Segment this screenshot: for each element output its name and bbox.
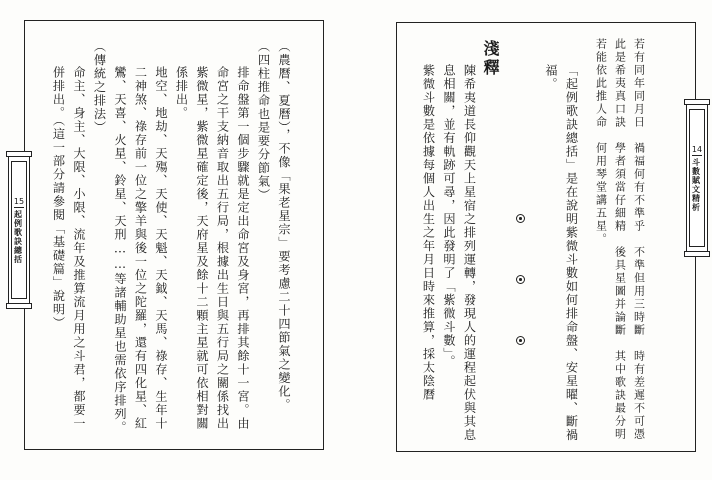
body-text xyxy=(48,40,294,440)
verse-line: 若有同年同月日 禍福何有不準乎 不準但用三時斷 時有差遲不可憑 xyxy=(632,38,646,441)
page-number: 15 xyxy=(13,196,25,206)
paragraph: 命主、身主、大限、小限、流年及推算流月用之斗君，都要一併排出。（這一部分請參閱「基礎篇」說明） xyxy=(51,66,86,431)
paragraph: （農曆、夏曆），不像「果老星宗」要考慮二十四節氣之變化。 xyxy=(277,40,291,412)
page-number: 14 xyxy=(691,144,703,154)
running-title: 斗數賦文精析 xyxy=(691,157,702,212)
ornament-icon xyxy=(516,214,525,223)
paragraph: 紫微斗數是依據每個人出生之年月日時來推算，採太陰曆 xyxy=(421,64,436,402)
paragraph: 地空、地劫、天殤、天使、天魁、天鉞、天馬、祿存、生年十二神煞、祿存前一位之擎羊與後一位之陀羅，還有四化星、紅鸞、天喜、火星、鈴星、天刑……等諸輔助星也需依序排列。 xyxy=(113,66,168,435)
section-heading: 淺釋 xyxy=(481,40,500,78)
thumb-tab xyxy=(686,104,708,252)
verse-line: 此是希夷真口訣 學者須當仔細精 後具星圖并論斷 其中歌訣最分明 xyxy=(613,38,627,441)
ornament-row xyxy=(510,38,531,442)
body-text xyxy=(418,38,649,442)
note: （四柱推命也是要分節氣） xyxy=(256,40,271,202)
paragraph: 排命盤第一個步驟就是定出命宮及身宮，再排其餘十一宮。由命宮之干支納音取出五行局，根據出生日與五行局之關係找出紫微星，紫微星確定後，天府星及餘十二顆主星就可依相對關係排出。 xyxy=(174,66,250,431)
verse-line: 若能依此推人命 何用琴堂講五星。 xyxy=(594,38,608,246)
verse-block xyxy=(592,38,649,442)
paragraph: 「起例歌訣總括」是在說明紫微斗數如何排命盤、安星曜、斷禍福。 xyxy=(544,64,579,442)
thumb-tab xyxy=(8,156,30,304)
paragraph: 陳希夷道長仰觀天上星宿之排列運轉，發現人的運程起伏與其息息相關，並有軌跡可尋，因此發明了「紫微斗數」。 xyxy=(442,64,477,442)
running-title: 起例歌訣總括 xyxy=(13,209,24,264)
page-14 xyxy=(356,0,712,480)
ornament-icon xyxy=(516,336,525,345)
ornament-icon xyxy=(516,275,525,284)
note: （傳統之排法） xyxy=(92,40,107,135)
